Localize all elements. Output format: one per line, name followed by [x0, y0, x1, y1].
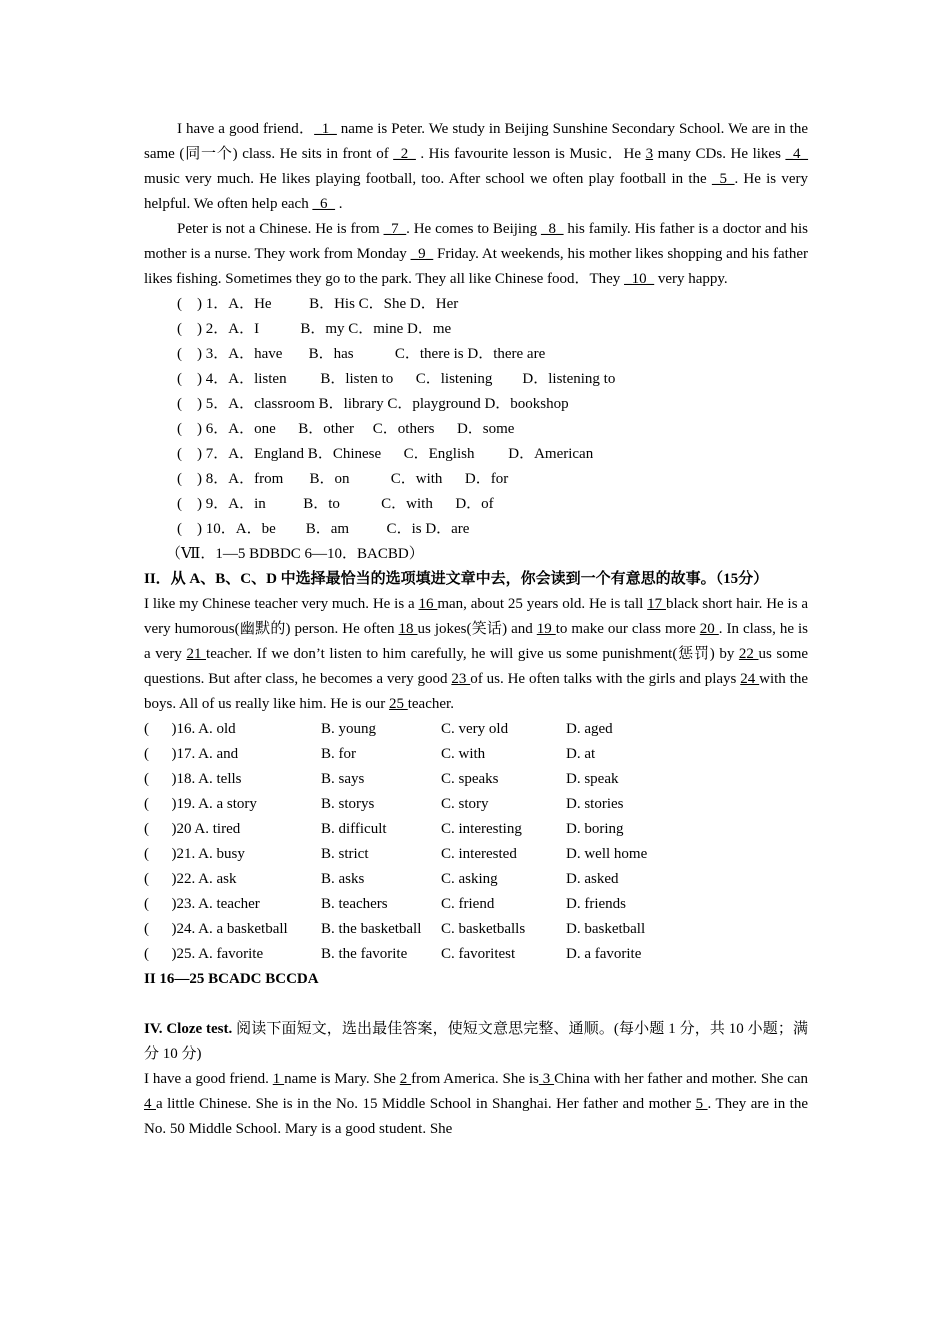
- question-5-options: ( ) 5．A．classroom B．library C．playground D．bookshop: [177, 396, 569, 412]
- section-2-text: of us. He often talks with the girls and plays: [470, 671, 741, 687]
- section-2-blank: 19: [536, 621, 556, 637]
- question-23-options: [144, 892, 808, 917]
- option-choice: C. with: [441, 746, 486, 762]
- passage-1-text: music very much. He likes playing football, too. After school we often play football in the: [144, 171, 712, 187]
- passage-1-text: . His favourite lesson is Music．He: [415, 146, 646, 162]
- passage-1-text: . He is very helpful. We often help each: [144, 171, 808, 212]
- question-9-options: ( ) 9．A．in B．to C．with D．of: [177, 496, 494, 512]
- section-2-text: us jokes(笑话) and: [417, 621, 537, 637]
- question-18-options: [144, 767, 808, 792]
- section-2-text: teacher.: [407, 696, 454, 712]
- passage-1-blank: _10_: [624, 271, 655, 287]
- option-choice: B. says: [321, 771, 365, 787]
- option-choice: B. young: [321, 721, 377, 737]
- option-choice: D. boring: [566, 821, 624, 837]
- section-2-text: man, about 25 years old. He is tall: [437, 596, 648, 612]
- question-8-options: ( ) 8．A．from B．on C．with D．for: [177, 471, 509, 487]
- section-4-blank: 1: [272, 1071, 285, 1087]
- question-stem: ( )17. A. and: [144, 746, 239, 762]
- passage-1-blank: 3: [645, 146, 654, 162]
- section-2-blank: 18: [398, 621, 418, 637]
- section-4-instructions: 阅读下面短文，选出最佳答案，使短文意思完整、通顺。(每小题 1 分，共 10 小题；满分 10 分): [144, 1021, 808, 1062]
- question-24-options: [144, 917, 808, 942]
- section-2-text: I like my Chinese teacher very much. He is a: [144, 596, 419, 612]
- section-4-text: I have a good friend.: [144, 1071, 273, 1087]
- passage-1-blank: _6_: [312, 196, 335, 212]
- option-choice: B. asks: [321, 871, 365, 887]
- question-stem: ( )19. A. a story: [144, 796, 257, 812]
- passage-1-paragraph-2: [144, 217, 808, 292]
- question-1-options: ( ) 1．A．He B．His C．She D．Her: [177, 296, 459, 312]
- passage-1-blank: _5_: [711, 171, 735, 187]
- section-2-text: black short hair. He is a very humorous(幽默的) person. He often: [144, 596, 809, 637]
- section-4-blank: 5: [695, 1096, 708, 1112]
- option-choice: D. at: [566, 746, 596, 762]
- section-4-text: . They are in the No. 50 Middle School. Mary is a good student. She: [144, 1096, 809, 1137]
- section-2-blank: 17: [647, 596, 666, 612]
- passage-1-blank: _8_: [540, 221, 564, 237]
- option-choice: C. interested: [441, 846, 517, 862]
- passage-1-text: his family. His father is a doctor and his mother is a nurse. They work from Monday: [144, 221, 808, 262]
- question-21-options: [144, 842, 808, 867]
- passage-1-text: .: [334, 196, 343, 212]
- section-2-text: with the boys. All of us really like him. He is our: [144, 671, 809, 712]
- question-stem: ( )24. A. a basketball: [144, 921, 288, 937]
- question-4-options: ( ) 4．A．listen B．listen to C．listening D．listening to: [177, 371, 616, 387]
- question-7-options: ( ) 7．A．England B．Chinese C．English D．American: [177, 446, 594, 462]
- question-stem: ( )23. A. teacher: [144, 896, 260, 912]
- option-choice: B. the basketball: [321, 921, 422, 937]
- question-16-options: [144, 717, 808, 742]
- option-choice: B. the favorite: [321, 946, 408, 962]
- passage-1-paragraph-1: [144, 117, 808, 217]
- option-choice: C. basketballs: [441, 921, 526, 937]
- option-choice: B. teachers: [321, 896, 388, 912]
- question-22-options: [144, 867, 808, 892]
- passage-1-blank: _4_: [785, 146, 808, 162]
- section-2-text: teacher. If we don’t listen to him carefully, he will give us some punishment(惩罚) by: [206, 646, 739, 662]
- question-stem: ( )16. A. old: [144, 721, 236, 737]
- question-17-options: [144, 742, 808, 767]
- option-choice: D. speak: [566, 771, 619, 787]
- option-choice: D. stories: [566, 796, 624, 812]
- question-20-options: [144, 817, 808, 842]
- passage-1-text: . He comes to Beijing: [406, 221, 541, 237]
- option-choice: C. asking: [441, 871, 498, 887]
- section-4-heading: [144, 1017, 808, 1067]
- passage-1-text: very happy.: [654, 271, 728, 287]
- option-choice: B. for: [321, 746, 356, 762]
- section-4-text: from America. She is: [411, 1071, 539, 1087]
- section-4-text: name is Mary. She: [284, 1071, 400, 1087]
- section-2-blank: 16: [418, 596, 438, 612]
- question-10-options: ( ) 10．A．be B．am C．is D．are: [177, 521, 470, 537]
- question-stem: ( )25. A. favorite: [144, 946, 264, 962]
- section-2-text: to make our class more: [555, 621, 700, 637]
- option-choice: D. basketball: [566, 921, 646, 937]
- passage-1-text: many CDs. He likes: [653, 146, 786, 162]
- option-choice: C. interesting: [441, 821, 522, 837]
- option-choice: C. favoritest: [441, 946, 516, 962]
- passage-1-blank: _7_: [383, 221, 407, 237]
- question-stem: ( )20 A. tired: [144, 821, 241, 837]
- section-2-blank: 23: [451, 671, 471, 687]
- passage-1-text: I have a good friend．: [177, 121, 315, 137]
- option-choice: C. speaks: [441, 771, 499, 787]
- option-choice: D. asked: [566, 871, 619, 887]
- question-25-options: [144, 942, 808, 967]
- option-choice: B. storys: [321, 796, 375, 812]
- option-choice: C. very old: [441, 721, 509, 737]
- passage-1-blank: _9_: [410, 246, 434, 262]
- section-4-text: a little Chinese. She is in the No. 15 Middle School in Shanghai. Her father and mother: [155, 1096, 696, 1112]
- passage-1-text: Peter is not a Chinese. He is from: [177, 221, 384, 237]
- option-choice: C. story: [441, 796, 489, 812]
- question-6-options: ( ) 6．A．one B．other C．others D．some: [177, 421, 515, 437]
- section-4-blank: 3: [538, 1071, 555, 1087]
- section-2-text: us some questions. But after class, he becomes a very good: [144, 646, 809, 687]
- option-choice: D. a favorite: [566, 946, 642, 962]
- question-19-options: [144, 792, 808, 817]
- passage-1-blank: _1_: [314, 121, 337, 137]
- section-2-heading: II．从 A、B、C、D 中选择最恰当的选项填进文章中去，你会读到一个有意思的故事。（15分）: [144, 571, 769, 587]
- answer-key-1: （Ⅶ．1—5 BDBDC 6—10．BACBD）: [166, 546, 424, 562]
- option-choice: B. difficult: [321, 821, 387, 837]
- option-choice: D. well home: [566, 846, 648, 862]
- section-4-title: IV. Cloze test.: [144, 1021, 233, 1037]
- question-3-options: ( ) 3．A．have B．has C．there is D．there are: [177, 346, 546, 362]
- question-stem: ( )22. A. ask: [144, 871, 237, 887]
- section-4-blank: 2: [399, 1071, 412, 1087]
- section-2-blank: 24: [740, 671, 760, 687]
- option-choice: C. friend: [441, 896, 495, 912]
- question-stem: ( )21. A. busy: [144, 846, 245, 862]
- passage-1-text: Friday. At weekends, his mother likes shopping and his father likes fishing. Sometimes they go to the park. They all like Chinese food．They: [144, 246, 809, 287]
- section-2-blank: 21: [186, 646, 207, 662]
- options-list-2: [144, 717, 808, 967]
- option-choice: B. strict: [321, 846, 369, 862]
- option-choice: D. friends: [566, 896, 626, 912]
- passage-1-blank: _2_: [393, 146, 416, 162]
- section-2-text: . In class, he is a very: [144, 621, 809, 662]
- question-stem: ( )18. A. tells: [144, 771, 242, 787]
- options-list-1: [144, 292, 808, 542]
- question-2-options: ( ) 2．A．I B．my C．mine D．me: [177, 321, 452, 337]
- option-choice: D. aged: [566, 721, 613, 737]
- passage-1-text: name is Peter. We study in Beijing Sunshine Secondary School. We are in the same (同一个) class. He sits in front of: [144, 121, 808, 162]
- section-2-passage: [144, 592, 808, 717]
- section-2-blank: 25: [388, 696, 408, 712]
- section-4-blank: 4: [144, 1096, 156, 1112]
- section-4-text: China with her father and mother. She can: [554, 1071, 809, 1087]
- answer-key-2: II 16—25 BCADC BCCDA: [144, 971, 319, 987]
- document-page: [144, 117, 808, 1142]
- section-2-blank: 20: [699, 621, 719, 637]
- section-4-passage: [144, 1067, 808, 1142]
- section-2-blank: 22: [738, 646, 759, 662]
